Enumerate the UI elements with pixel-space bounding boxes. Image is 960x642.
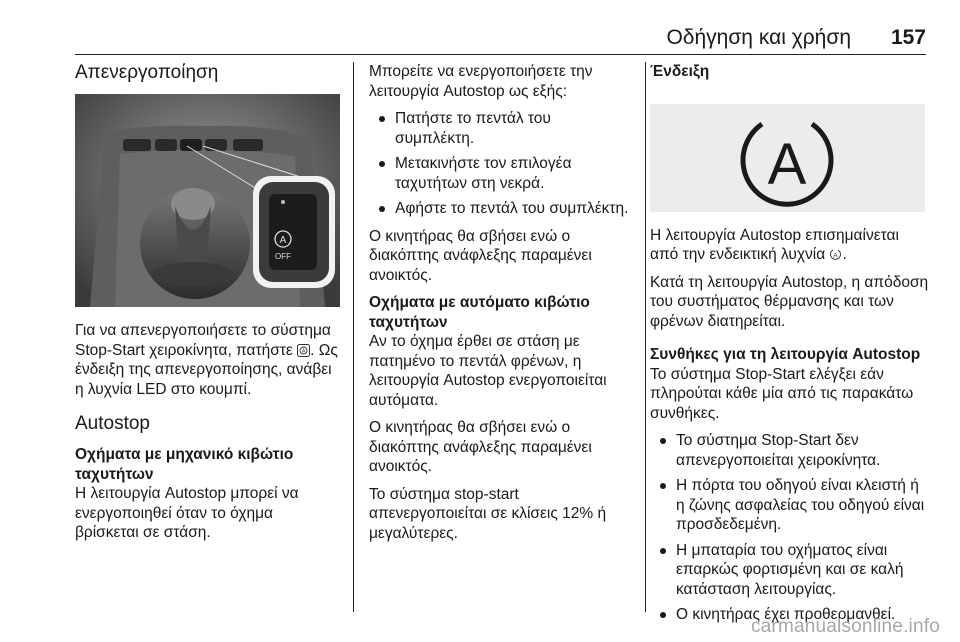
during-autostop-text: Κατά τη λειτουργία Autostop, η απόδοση του συστήματος θέρμανσης και των φρένων διατηρείται. bbox=[650, 273, 929, 330]
indicator-text: Η λειτουργία Autostop επισημαίνεται από την ενδεικτική λυχνία A . bbox=[650, 226, 899, 263]
automatic-transmission-heading: Οχήματα με αυτόματο κιβώτιο ταχυτήτων bbox=[369, 294, 590, 331]
conditions-list bbox=[650, 431, 930, 625]
section-heading-autostop: Autostop bbox=[75, 413, 150, 434]
page-number: 157 bbox=[890, 26, 926, 49]
autostop-off-icon bbox=[297, 344, 310, 357]
column-3 bbox=[650, 62, 930, 633]
console-illustration bbox=[75, 94, 340, 307]
autostop-indicator-illustration bbox=[650, 104, 925, 212]
autostop-indicator-icon bbox=[650, 104, 925, 212]
engine-off-text: Ο κινητήρας θα σβήσει ενώ ο διακόπτης ανάφλεξης παραμένει ανοικτός. bbox=[369, 227, 592, 284]
list-item: Αφήστε το πεντάλ του συμπλέκτη. bbox=[369, 199, 634, 219]
indicator-letter: A bbox=[767, 131, 807, 197]
list-item: Πατήστε το πεντάλ του συμπλέκτη. bbox=[369, 109, 634, 148]
incline-text: Το σύστημα stop-start απενεργοποιείται σε κλίσεις 12% ή μεγαλύτερες. bbox=[369, 485, 607, 542]
list-item: Το σύστημα Stop-Start δεν απενεργοποιείται χειροκίνητα. bbox=[650, 431, 930, 470]
off-label: OFF bbox=[275, 252, 291, 261]
automatic-transmission-text: Αν το όχημα έρθει σε στάση με πατημένο το πεντάλ φρένων, η λειτουργία Autostop ενεργοποιείται αυτόματα. bbox=[369, 333, 607, 409]
activation-intro: Μπορείτε να ενεργοποιήσετε την λειτουργία Autostop ως εξής: bbox=[369, 63, 593, 100]
column-1 bbox=[75, 62, 340, 551]
column-2 bbox=[369, 62, 634, 551]
svg-text:A: A bbox=[301, 347, 306, 354]
list-item: Η πόρτα του οδηγού είναι κλειστή ή η ζώνης ασφαλείας του οδηγού είναι προσδεδεμένη. bbox=[650, 476, 930, 535]
list-item: Μετακινήστε τον επιλογέα ταχυτήτων στη νεκρά. bbox=[369, 154, 634, 193]
watermark-logo: carmanualsonline.info bbox=[750, 616, 940, 637]
conditions-heading: Συνθήκες για τη λειτουργία Autostop bbox=[650, 346, 921, 363]
list-item: Ο κινητήρας έχει προθερμανθεί. bbox=[650, 605, 930, 625]
manual-transmission-text: Η λειτουργία Autostop μπορεί να ενεργοποιηθεί όταν το όχημα βρίσκεται σε στάση. bbox=[75, 485, 299, 541]
engine-off-text-2: Ο κινητήρας θα σβήσει ενώ ο διακόπτης ανάφλεξης παραμένει ανοικτός. bbox=[369, 419, 592, 475]
autostop-icon bbox=[829, 248, 842, 261]
conditions-intro: Το σύστημα Stop-Start ελέγξει εάν πληρούται κάθε μία από τις παρακάτω συνθήκες. bbox=[650, 365, 914, 422]
indication-heading: Ένδειξη bbox=[650, 63, 710, 80]
svg-text:A: A bbox=[279, 235, 287, 246]
manual-transmission-heading: Οχήματα με μηχανικό κιβώτιο ταχυτήτων bbox=[75, 446, 294, 483]
header-title: Οδήγηση και χρήση bbox=[666, 26, 851, 49]
list-item: Η μπαταρία του οχήματος είναι επαρκώς φορτισμένη και σε καλή κατάσταση λειτουργίας. bbox=[650, 541, 930, 600]
section-heading-deactivation: Απενεργοποίηση bbox=[75, 62, 219, 83]
stop-start-button-photo bbox=[75, 94, 340, 307]
page-header bbox=[75, 24, 926, 55]
activation-steps bbox=[369, 109, 634, 219]
column-divider bbox=[353, 62, 354, 612]
svg-text:A: A bbox=[833, 252, 839, 260]
deactivation-paragraph: Για να απενεργοποιήσετε το σύστημα Stop-Start χειροκίνητα, πατήστε A . Ως ένδειξη της απενεργοποίησης, ανάβει η λυχνία LED στο κουμπί. bbox=[75, 322, 338, 398]
column-divider bbox=[645, 62, 646, 612]
